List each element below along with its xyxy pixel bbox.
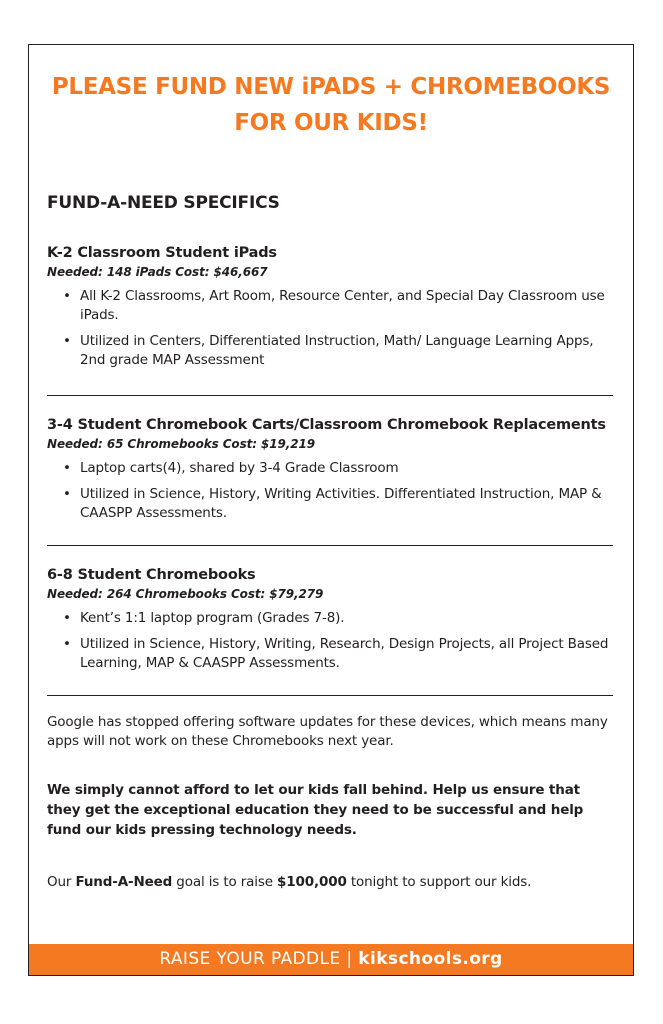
headline <box>29 69 633 141</box>
footer-website-link[interactable]: kikschools.org <box>358 949 503 969</box>
bullet-item: • All K-2 Classrooms, Art Room, Resource Center, and Special Day Classroom use iPads. <box>63 287 613 325</box>
section-title: FUND-A-NEED SPECIFICS <box>47 193 280 213</box>
bullet-item: • Kent’s 1:1 laptop program (Grades 7-8). <box>63 609 613 628</box>
goal-suffix: tonight to support our kids. <box>346 874 532 890</box>
need-block-k2-ipads <box>47 243 613 377</box>
bullet-item: • Utilized in Science, History, Writing Activities. Differentiated Instruction, MAP & CAASPP Assessments. <box>63 485 613 523</box>
headline-line-2: FOR OUR KIDS! <box>234 110 428 136</box>
flyer-frame <box>28 44 634 976</box>
goal-amount: $100,000 <box>277 874 347 890</box>
need-block-6-8-chromebooks <box>47 565 613 680</box>
need-title: 6-8 Student Chromebooks <box>47 567 256 583</box>
need-bullets <box>47 609 613 673</box>
need-bullets <box>47 287 613 370</box>
need-quantity-cost: Needed: 65 Chromebooks Cost: $19,219 <box>47 437 315 451</box>
goal-fund-name: Fund-A-Need <box>75 874 173 890</box>
need-bullets <box>47 459 613 523</box>
headline-line-1: PLEASE FUND NEW iPADS + CHROMEBOOKS <box>51 74 611 100</box>
footer-banner <box>29 944 633 975</box>
need-title: 3-4 Student Chromebook Carts/Classroom Chromebook Replacements <box>47 417 606 433</box>
goal-prefix: Our <box>47 874 76 890</box>
bullet-item: • Utilized in Science, History, Writing, Research, Design Projects, all Project Based Learning, MAP & CAASPP Assessments. <box>63 635 613 673</box>
footer-cta: RAISE YOUR PADDLE <box>159 949 341 969</box>
goal-statement <box>47 873 613 892</box>
google-note: Google has stopped offering software updates for these devices, which means many apps will not work on these Chromebooks next year. <box>47 714 608 749</box>
bullet-item: • Utilized in Centers, Differentiated Instruction, Math/ Language Learning Apps, 2nd grade MAP Assessment <box>63 332 613 370</box>
divider <box>47 695 613 696</box>
need-quantity-cost: Needed: 148 iPads Cost: $46,667 <box>47 265 268 279</box>
footer-separator: | <box>340 949 359 969</box>
bullet-item: • Laptop carts(4), shared by 3-4 Grade Classroom <box>63 459 613 478</box>
need-title: K-2 Classroom Student iPads <box>47 245 277 261</box>
divider <box>47 545 613 546</box>
need-block-3-4-chromebooks <box>47 415 613 530</box>
need-quantity-cost: Needed: 264 Chromebooks Cost: $79,279 <box>47 587 324 601</box>
goal-middle: goal is to raise <box>172 874 278 890</box>
divider <box>47 395 613 396</box>
appeal-text: We simply cannot afford to let our kids fall behind. Help us ensure that they get the exceptional education they need to be successful and help fund our kids pressing technology needs. <box>47 782 584 838</box>
